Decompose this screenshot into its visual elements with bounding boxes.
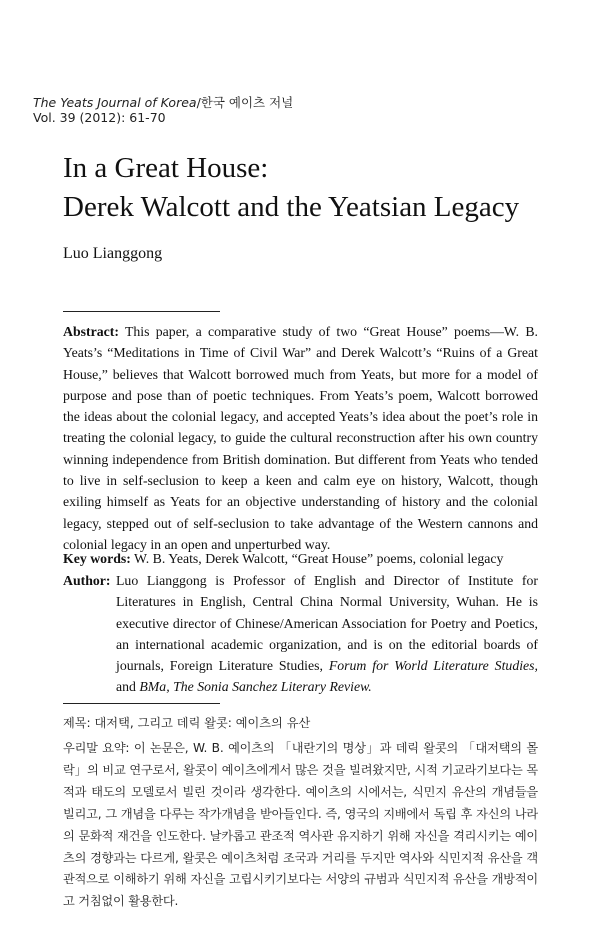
author-bio-journal2: BMa, The Sonia Sanchez Literary Review.: [139, 679, 372, 695]
korean-summary: [63, 738, 538, 913]
abstract-text: This paper, a comparative study of two “Great House” poems—W. B. Yeats’s “Meditations in Time of Civil War” and Derek Walcott’s “Ruins of a Great House,” believes that Walcott borrowed much from Yeats, but more for a model of purpose and pose than of poetic techniques. From Yeats’s poem, Walcott borrowed the ideas about the colonial legacy, and accepted Yeats’s idea about the poet’s role in treating the colonial legacy, to guide the cultural reconstruction after his own country winning independence from British domination. But different from Yeats who tended to live in self-seclusion to keep a keen and calm eye on history, Walcott, though exiling himself as Yeats for an objective understanding of history and the colonial legacy, stepped out of self-seclusion to take advantage of the Western cannons and colonial legacy in an open and unperturbed way.: [63, 324, 538, 552]
author-bio-main: Luo Lianggong is Professor of English and Director of Institute for Literatures in English, Central China Normal University, Wuhan. He is executive director of Chinese/American Association for Poetry and Poetics, an international academic organization, and is on the editorial boards of journals, Foreign Literature Studies,: [116, 573, 538, 674]
divider-top: [63, 311, 220, 312]
keywords-label: Key words:: [63, 551, 131, 566]
author-bio-journal1: Forum for World Literature Studies,: [328, 658, 538, 674]
korean-title-label: 제목:: [63, 716, 91, 730]
korean-title-text: 대저택, 그리고 데릭 왈콧: 예이츠의 유산: [94, 716, 311, 730]
article-title-line1: In a Great House:: [63, 152, 269, 184]
abstract-label: Abstract:: [63, 324, 119, 339]
author-bio-and: and: [116, 679, 136, 695]
keywords-line: [63, 548, 538, 569]
author-bio-text: [116, 570, 538, 698]
korean-summary-label: 우리말 요약:: [63, 741, 130, 755]
korean-title: [63, 714, 538, 731]
journal-volume: Vol. 39 (2012): 61-70: [33, 110, 166, 125]
running-header-journal: [33, 93, 293, 111]
article-author: Luo Lianggong: [63, 245, 163, 262]
abstract-paragraph: [63, 321, 538, 555]
journal-title-ko: /한국 예이츠 저널: [196, 95, 294, 110]
author-bio-label: Author:: [63, 573, 111, 588]
keywords-text: W. B. Yeats, Derek Walcott, “Great House” poems, colonial legacy: [134, 551, 504, 566]
korean-summary-text: 이 논문은, W. B. 예이츠의 「내란기의 명상」과 데릭 왈콧의 「대저택의 몰락」의 비교 연구로서, 왈콧이 예이츠에게서 많은 것을 빌려왔지만, 시적 기교라기보다는 목적과 태도의 모델로서 빌린 것이라 생각한다. 예이츠의 시에서는, 식민지 유산의 개념들을 빌리고, 그 개념을 다루는 작가개념을 받아들인다. 즉, 영국의 지배에서 독립 후 자신의 나라의 문화적 재건을 인도한다. 날카롭고 관조적 역사관 유지하기 위해 자신을 격리시키는 예이츠의 경향과는 다르게, 왈콧은 예이츠처럼 조국과 거리를 두지만 역사와 식민지적 유산을 객관적으로 이해하기 위해 자신을 고립시키기보다는 서양의 규범과 식민지적 유산을 개방적이고 거침없이 활용한다.: [63, 741, 538, 909]
article-title-line2: Derek Walcott and the Yeatsian Legacy: [63, 191, 520, 223]
journal-title-en: The Yeats Journal of Korea: [33, 95, 197, 110]
divider-bottom: [63, 703, 220, 704]
